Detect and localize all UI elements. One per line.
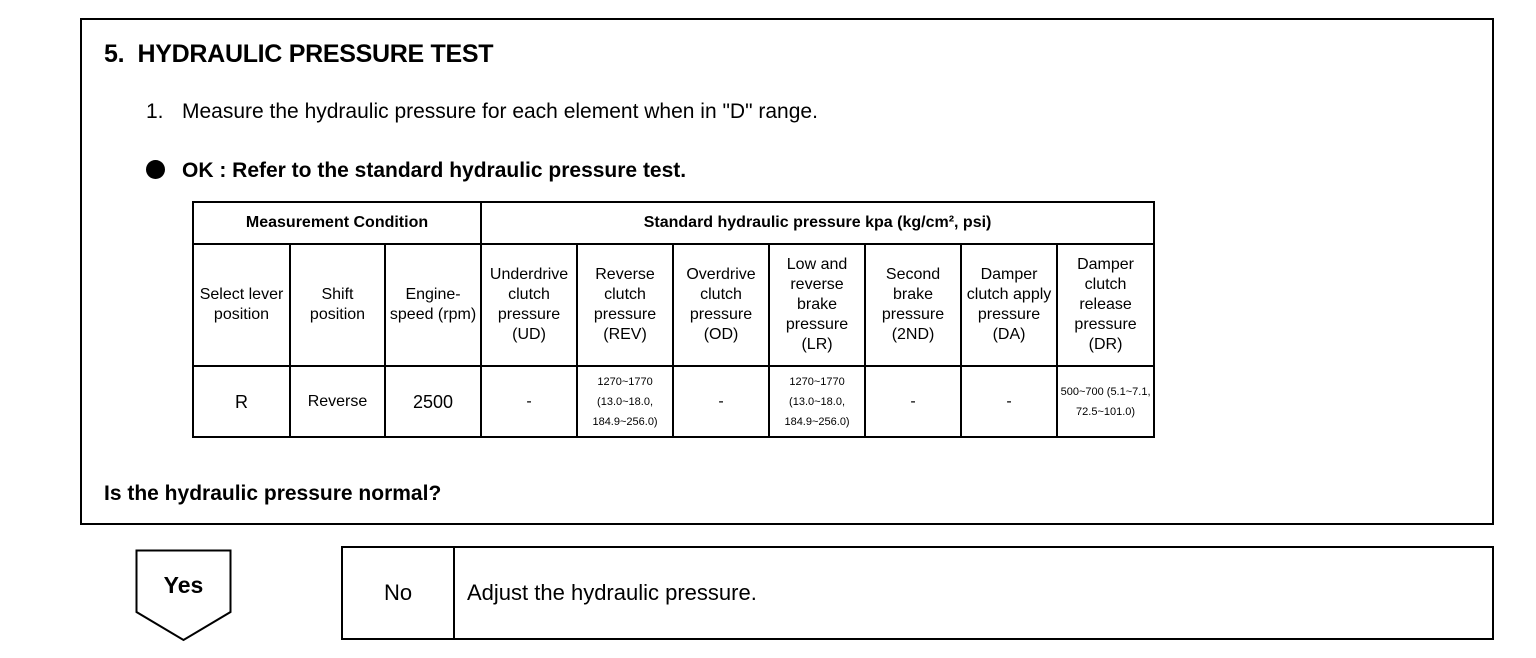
- step-text: Measure the hydraulic pressure for each element when in "D" range.: [182, 100, 818, 123]
- section-number: 5.: [104, 40, 125, 68]
- table-row: [193, 366, 1154, 437]
- no-action-text: Adjust the hydraulic pressure.: [467, 580, 757, 605]
- step-number: 1.: [146, 100, 164, 123]
- cell-lr: 1270~1770 (13.0~18.0, 184.9~256.0): [769, 366, 865, 437]
- col-da: Damper clutch apply pressure (DA): [961, 244, 1057, 366]
- col-shift-position: Shift position: [290, 244, 385, 366]
- pressure-spec-table: [192, 201, 1155, 438]
- col-engine-speed: Engine-speed (rpm): [385, 244, 481, 366]
- col-2nd: Second brake pressure (2ND): [865, 244, 961, 366]
- question-text: Is the hydraulic pressure normal?: [104, 482, 442, 505]
- no-branch-box: [341, 546, 1494, 640]
- section-title-text: HYDRAULIC PRESSURE TEST: [137, 40, 494, 68]
- table-group-header-row: [193, 202, 1154, 244]
- cell-shift-position: Reverse: [290, 366, 385, 437]
- cell-engine-speed: 2500: [385, 366, 481, 437]
- cell-od: -: [673, 366, 769, 437]
- cell-select-lever: R: [193, 366, 290, 437]
- ok-text: OK : Refer to the standard hydraulic pressure test.: [182, 159, 687, 182]
- standard-group-header: Standard hydraulic pressure kpa (kg/cm², psi): [481, 202, 1154, 244]
- yes-label: Yes: [163, 572, 204, 598]
- table-column-header-row: [193, 244, 1154, 366]
- step-instruction: [146, 100, 818, 124]
- cell-rev: 1270~1770 (13.0~18.0, 184.9~256.0): [577, 366, 673, 437]
- col-rev: Reverse clutch pressure (REV): [577, 244, 673, 366]
- col-od: Overdrive clutch pressure (OD): [673, 244, 769, 366]
- col-dr: Damper clutch release pressure (DR): [1057, 244, 1154, 366]
- ok-criteria: [146, 159, 686, 183]
- cell-2nd: -: [865, 366, 961, 437]
- section-title: [104, 40, 493, 69]
- bullet-icon: [146, 160, 165, 179]
- cell-da: -: [961, 366, 1057, 437]
- cell-dr: 500~700 (5.1~7.1, 72.5~101.0): [1057, 366, 1154, 437]
- condition-group-header: Measurement Condition: [193, 202, 481, 244]
- col-ud: Underdrive clutch pressure (UD): [481, 244, 577, 366]
- cell-ud: -: [481, 366, 577, 437]
- col-select-lever: Select lever position: [193, 244, 290, 366]
- no-label: No: [343, 548, 455, 638]
- col-lr: Low and reverse brake pressure (LR): [769, 244, 865, 366]
